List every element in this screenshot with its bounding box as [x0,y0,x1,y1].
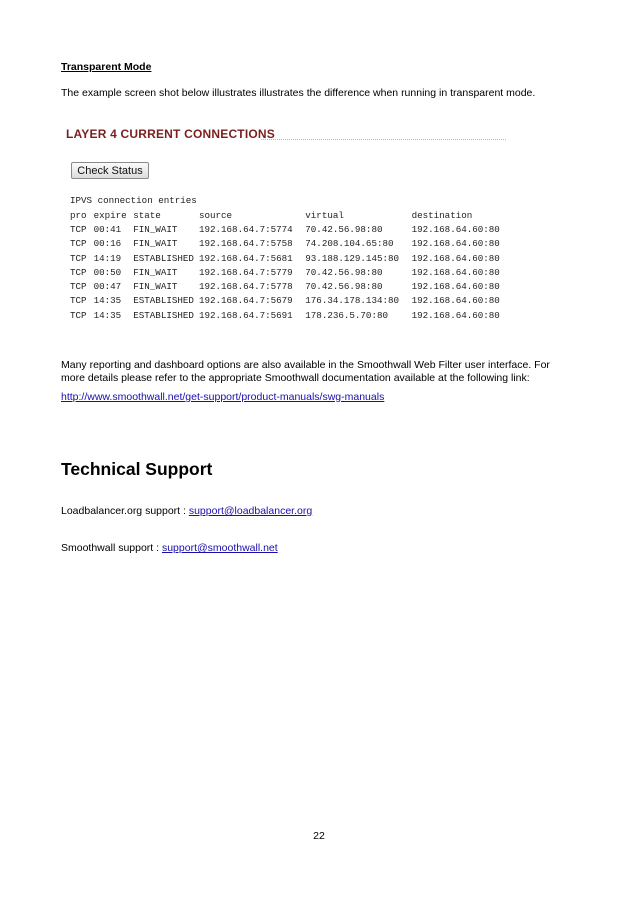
heading-divider [261,139,506,140]
table-row [70,294,511,308]
table-cell: TCP [70,252,87,264]
table-row [70,265,511,279]
table-cell: ESTABLISHED [133,252,194,264]
table-cell: 192.168.64.60:80 [411,238,500,250]
table-body [70,222,511,322]
table-cell: 192.168.64.7:5679 [198,295,293,307]
table-cell: TCP [70,295,87,307]
table-cell: 70.42.56.98:80 [305,266,383,278]
technical-support-heading: Technical Support [61,459,213,479]
table-cell: 192.168.64.7:5778 [198,281,293,293]
section-title: Transparent Mode [61,61,152,73]
embedded-screenshot [61,122,511,332]
table-cell: TCP [70,266,87,278]
table-cell: 74.208.104.65:80 [305,238,394,250]
table-cell: 192.168.64.7:5779 [198,266,293,278]
table-row [70,251,511,265]
manuals-link[interactable]: http://www.smoothwall.net/get-support/product-manuals/swg-manuals [61,391,385,403]
smoothwall-support-line [61,542,278,554]
table-cell: 14:19 [93,252,122,264]
connections-heading: LAYER 4 CURRENT CONNECTIONS [66,127,275,141]
table-cell: 00:47 [93,281,122,293]
table-cell: 192.168.64.60:80 [411,252,500,264]
table-cell: 192.168.64.60:80 [411,309,500,321]
table-cell: 00:41 [93,223,122,235]
table-row [70,308,511,322]
table-cell: 192.168.64.7:5691 [198,309,293,321]
table-header-row [70,208,511,222]
column-header: source [198,209,233,221]
loadbalancer-support-line [61,505,312,517]
table-cell: TCP [70,238,87,250]
table-cell: 176.34.178.134:80 [305,295,400,307]
table-cell: 192.168.64.60:80 [411,266,500,278]
loadbalancer-email-link[interactable]: support@loadbalancer.org [188,505,313,517]
table-row [70,237,511,251]
table-cell: 192.168.64.60:80 [411,295,500,307]
table-cell: 14:35 [93,295,122,307]
table-cell: 192.168.64.7:5758 [198,238,293,250]
table-cell: FIN_WAIT [133,223,178,235]
table-cell: 00:16 [93,238,122,250]
table-cell: 70.42.56.98:80 [305,223,383,235]
smoothwall-email-link[interactable]: support@smoothwall.net [161,542,278,554]
check-status-button[interactable]: Check Status [71,162,149,179]
table-cell: 70.42.56.98:80 [305,281,383,293]
table-row [70,222,511,236]
table-cell: ESTABLISHED [133,309,194,321]
page-number: 22 [313,830,325,842]
table-cell: FIN_WAIT [133,266,178,278]
column-header: pro [70,209,87,221]
table-cell: 93.188.129.145:80 [305,252,400,264]
reporting-paragraph [61,359,581,385]
table-cell: 192.168.64.60:80 [411,223,500,235]
table-cell: 178.236.5.70:80 [305,309,388,321]
table-cell: 192.168.64.60:80 [411,281,500,293]
table-cell: FIN_WAIT [133,238,178,250]
column-header: expire [93,209,127,221]
table-cell: 192.168.64.7:5681 [198,252,293,264]
column-header: state [133,209,161,221]
table-cell: 14:35 [93,309,122,321]
table-cell: TCP [70,281,87,293]
table-cell: TCP [70,223,87,235]
loadbalancer-support-label: Loadbalancer.org support : [61,505,189,517]
paragraph-line: more details please refer to the appropriate Smoothwall documentation available at the following link: [61,372,530,384]
column-header: destination [411,209,473,221]
connections-table [70,208,511,322]
smoothwall-support-label: Smoothwall support : [61,542,162,554]
table-cell: 192.168.64.7:5774 [198,223,293,235]
ipvs-title: IPVS connection entries [70,195,197,206]
column-header: virtual [305,209,344,221]
paragraph-line: Many reporting and dashboard options are also available in the Smoothwall Web Filter user interface. For [61,359,550,371]
table-cell: ESTABLISHED [133,295,194,307]
table-cell: FIN_WAIT [133,281,178,293]
table-cell: TCP [70,309,87,321]
table-row [70,279,511,293]
table-cell: 00:50 [93,266,122,278]
intro-text: The example screen shot below illustrates illustrates the difference when running in transparent mode. [61,87,536,99]
